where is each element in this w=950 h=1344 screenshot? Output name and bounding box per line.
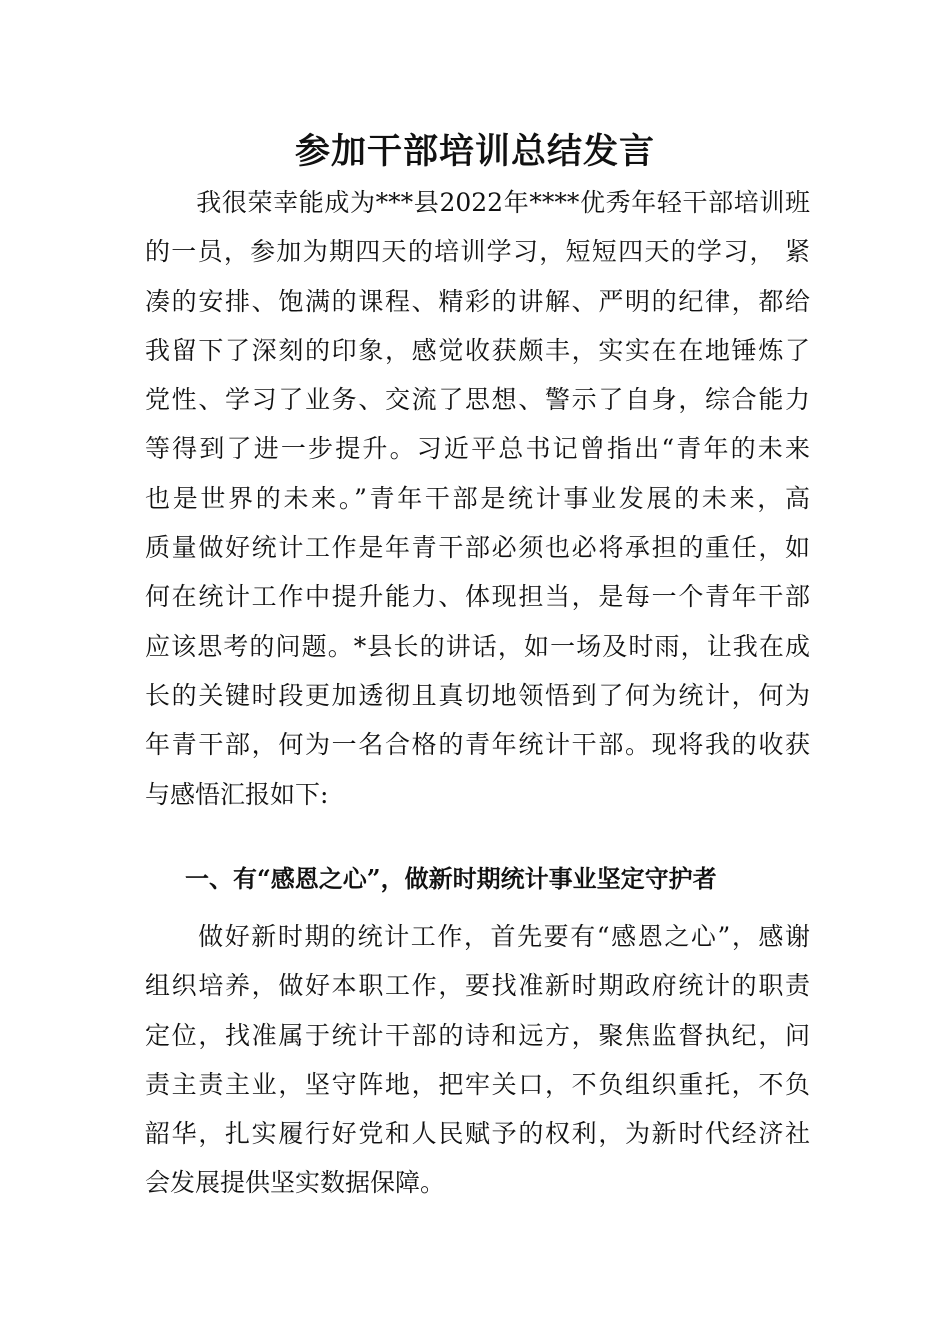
paragraph-line: 的一员，参加为期四天的培训学习，短短四天的学习， 紧 [145,237,810,267]
paragraph-section1 [145,912,810,1208]
paragraph-line: 做好新时期的统计工作，首先要有“感恩之心”，感谢 [145,922,810,951]
paragraph-line: 年青干部，何为一名合格的青年统计干部。现将我的收获 [145,730,810,760]
paragraph-line: 与感悟汇报如下: [145,779,329,809]
paragraph-line: 凑的安排、饱满的课程、精彩的讲解、严明的纪律，都给 [145,286,810,316]
paragraph-line: 也是世界的未来。”青年干部是统计事业发展的未来，高 [145,483,810,513]
paragraph-line: 党性、学习了业务、交流了思想、警示了自身，综合能力 [145,385,810,415]
section-heading: 一、有“感恩之心”，做新时期统计事业坚定守护者 [185,864,717,893]
paragraph-line: 定位，找准属于统计干部的诗和远方，聚焦监督执纪，问 [145,1020,810,1050]
paragraph-line: 责主责主业，坚守阵地，把牢关口，不负组织重托，不负 [145,1069,810,1099]
paragraph-line: 何在统计工作中提升能力、体现担当，是每一个青年干部 [145,582,810,612]
paragraph-line: 应该思考的问题。*县长的讲话，如一场及时雨，让我在成 [145,631,810,661]
paragraph-line: 韶华，扎实履行好党和人民赋予的权利，为新时代经济社 [145,1119,810,1149]
document-title: 参加干部培训总结发言 [294,131,655,172]
paragraph-line: 组织培养，做好本职工作，要找准新时期政府统计的职责 [145,971,810,1001]
paragraph-line: 会发展提供坚实数据保障。 [145,1168,446,1198]
paragraph-line: 长的关键时段更加透彻且真切地领悟到了何为统计，何为 [145,680,810,710]
paragraph-intro [145,178,810,819]
paragraph-line: 我留下了深刻的印象，感觉收获颇丰，实实在在地锤炼了 [145,335,810,365]
paragraph-line: 质量做好统计工作是年青干部必须也必将承担的重任，如 [145,533,810,563]
paragraph-line: 我很荣幸能成为***县2022年****优秀年轻干部培训班 [145,188,810,217]
paragraph-line: 等得到了进一步提升。习近平总书记曾指出“青年的未来 [145,434,810,464]
